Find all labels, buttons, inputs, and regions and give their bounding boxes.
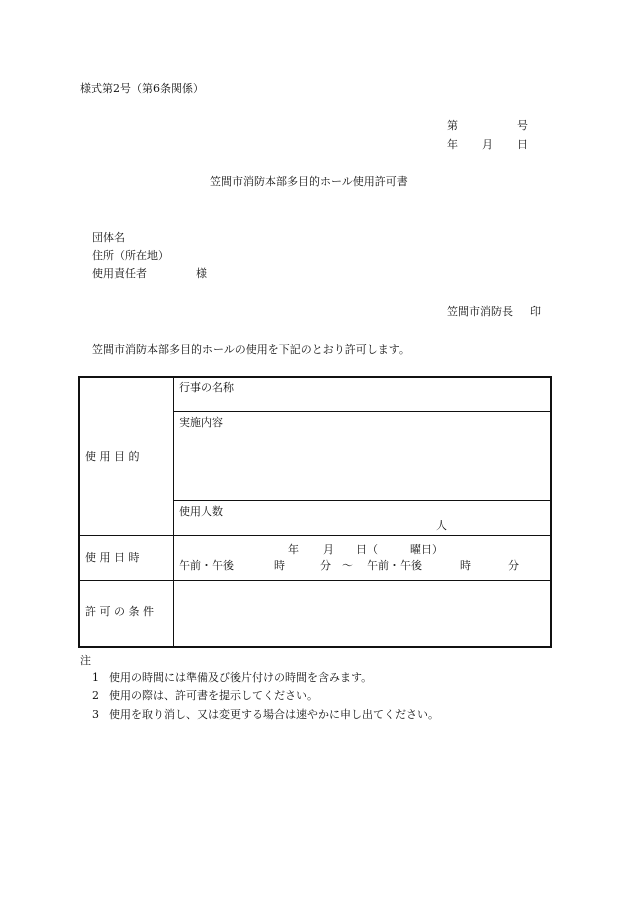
- content-label: 実施内容: [179, 416, 223, 429]
- datetime-day: 日（: [356, 543, 378, 556]
- note-number: 1: [92, 671, 99, 684]
- honorific: 様: [196, 267, 207, 280]
- notes-heading: 注: [80, 654, 91, 667]
- document-number-prefix: 第: [447, 119, 458, 132]
- date-year-label: 年: [447, 138, 458, 151]
- row-divider: [173, 411, 550, 412]
- start-hour: 時: [274, 559, 285, 572]
- responsible-person-label: 使用責任者: [92, 267, 147, 280]
- note-number: 2: [92, 689, 99, 702]
- datetime-weekday: 曜日）: [410, 543, 443, 556]
- issuer-name: 笠間市消防長: [447, 305, 513, 318]
- datetime-label: 使 用 日 時: [85, 551, 140, 564]
- table-column-divider: [173, 378, 174, 646]
- start-minute: 分: [320, 559, 331, 572]
- row-divider: [173, 500, 550, 501]
- note-number: 3: [92, 708, 99, 721]
- event-name-label: 行事の名称: [179, 381, 234, 394]
- row-divider: [80, 535, 550, 536]
- end-hour: 時: [460, 559, 471, 572]
- date-day-label: 日: [517, 138, 528, 151]
- permit-table: [78, 376, 552, 648]
- form-number: 様式第2号（第6条関係）: [80, 82, 204, 95]
- attendees-unit: 人: [436, 519, 447, 532]
- note-text: 使用の際は、許可書を提示してください。: [109, 689, 318, 702]
- end-minute: 分: [508, 559, 519, 572]
- time-range-tilde: ～: [342, 559, 353, 572]
- address-label: 住所（所在地）: [92, 249, 169, 262]
- seal-mark: 印: [530, 305, 541, 318]
- row-divider: [80, 580, 550, 581]
- start-ampm: 午前・午後: [179, 559, 234, 572]
- document-number-suffix: 号: [517, 119, 528, 132]
- conditions-label: 許 可 の 条 件: [85, 605, 154, 618]
- note-text: 使用を取り消し、又は変更する場合は速やかに申し出てください。: [109, 708, 439, 721]
- document-title: 笠間市消防本部多目的ホール使用許可書: [210, 175, 408, 188]
- org-name-label: 団体名: [92, 231, 125, 244]
- note-text: 使用の時間には準備及び後片付けの時間を含みます。: [109, 671, 373, 684]
- attendees-label: 使用人数: [179, 505, 223, 518]
- datetime-year: 年: [288, 543, 299, 556]
- datetime-month: 月: [323, 543, 334, 556]
- purpose-label: 使 用 目 的: [85, 450, 140, 463]
- date-month-label: 月: [482, 138, 493, 151]
- permission-statement: 笠間市消防本部多目的ホールの使用を下記のとおり許可します。: [92, 343, 410, 356]
- end-ampm: 午前・午後: [367, 559, 422, 572]
